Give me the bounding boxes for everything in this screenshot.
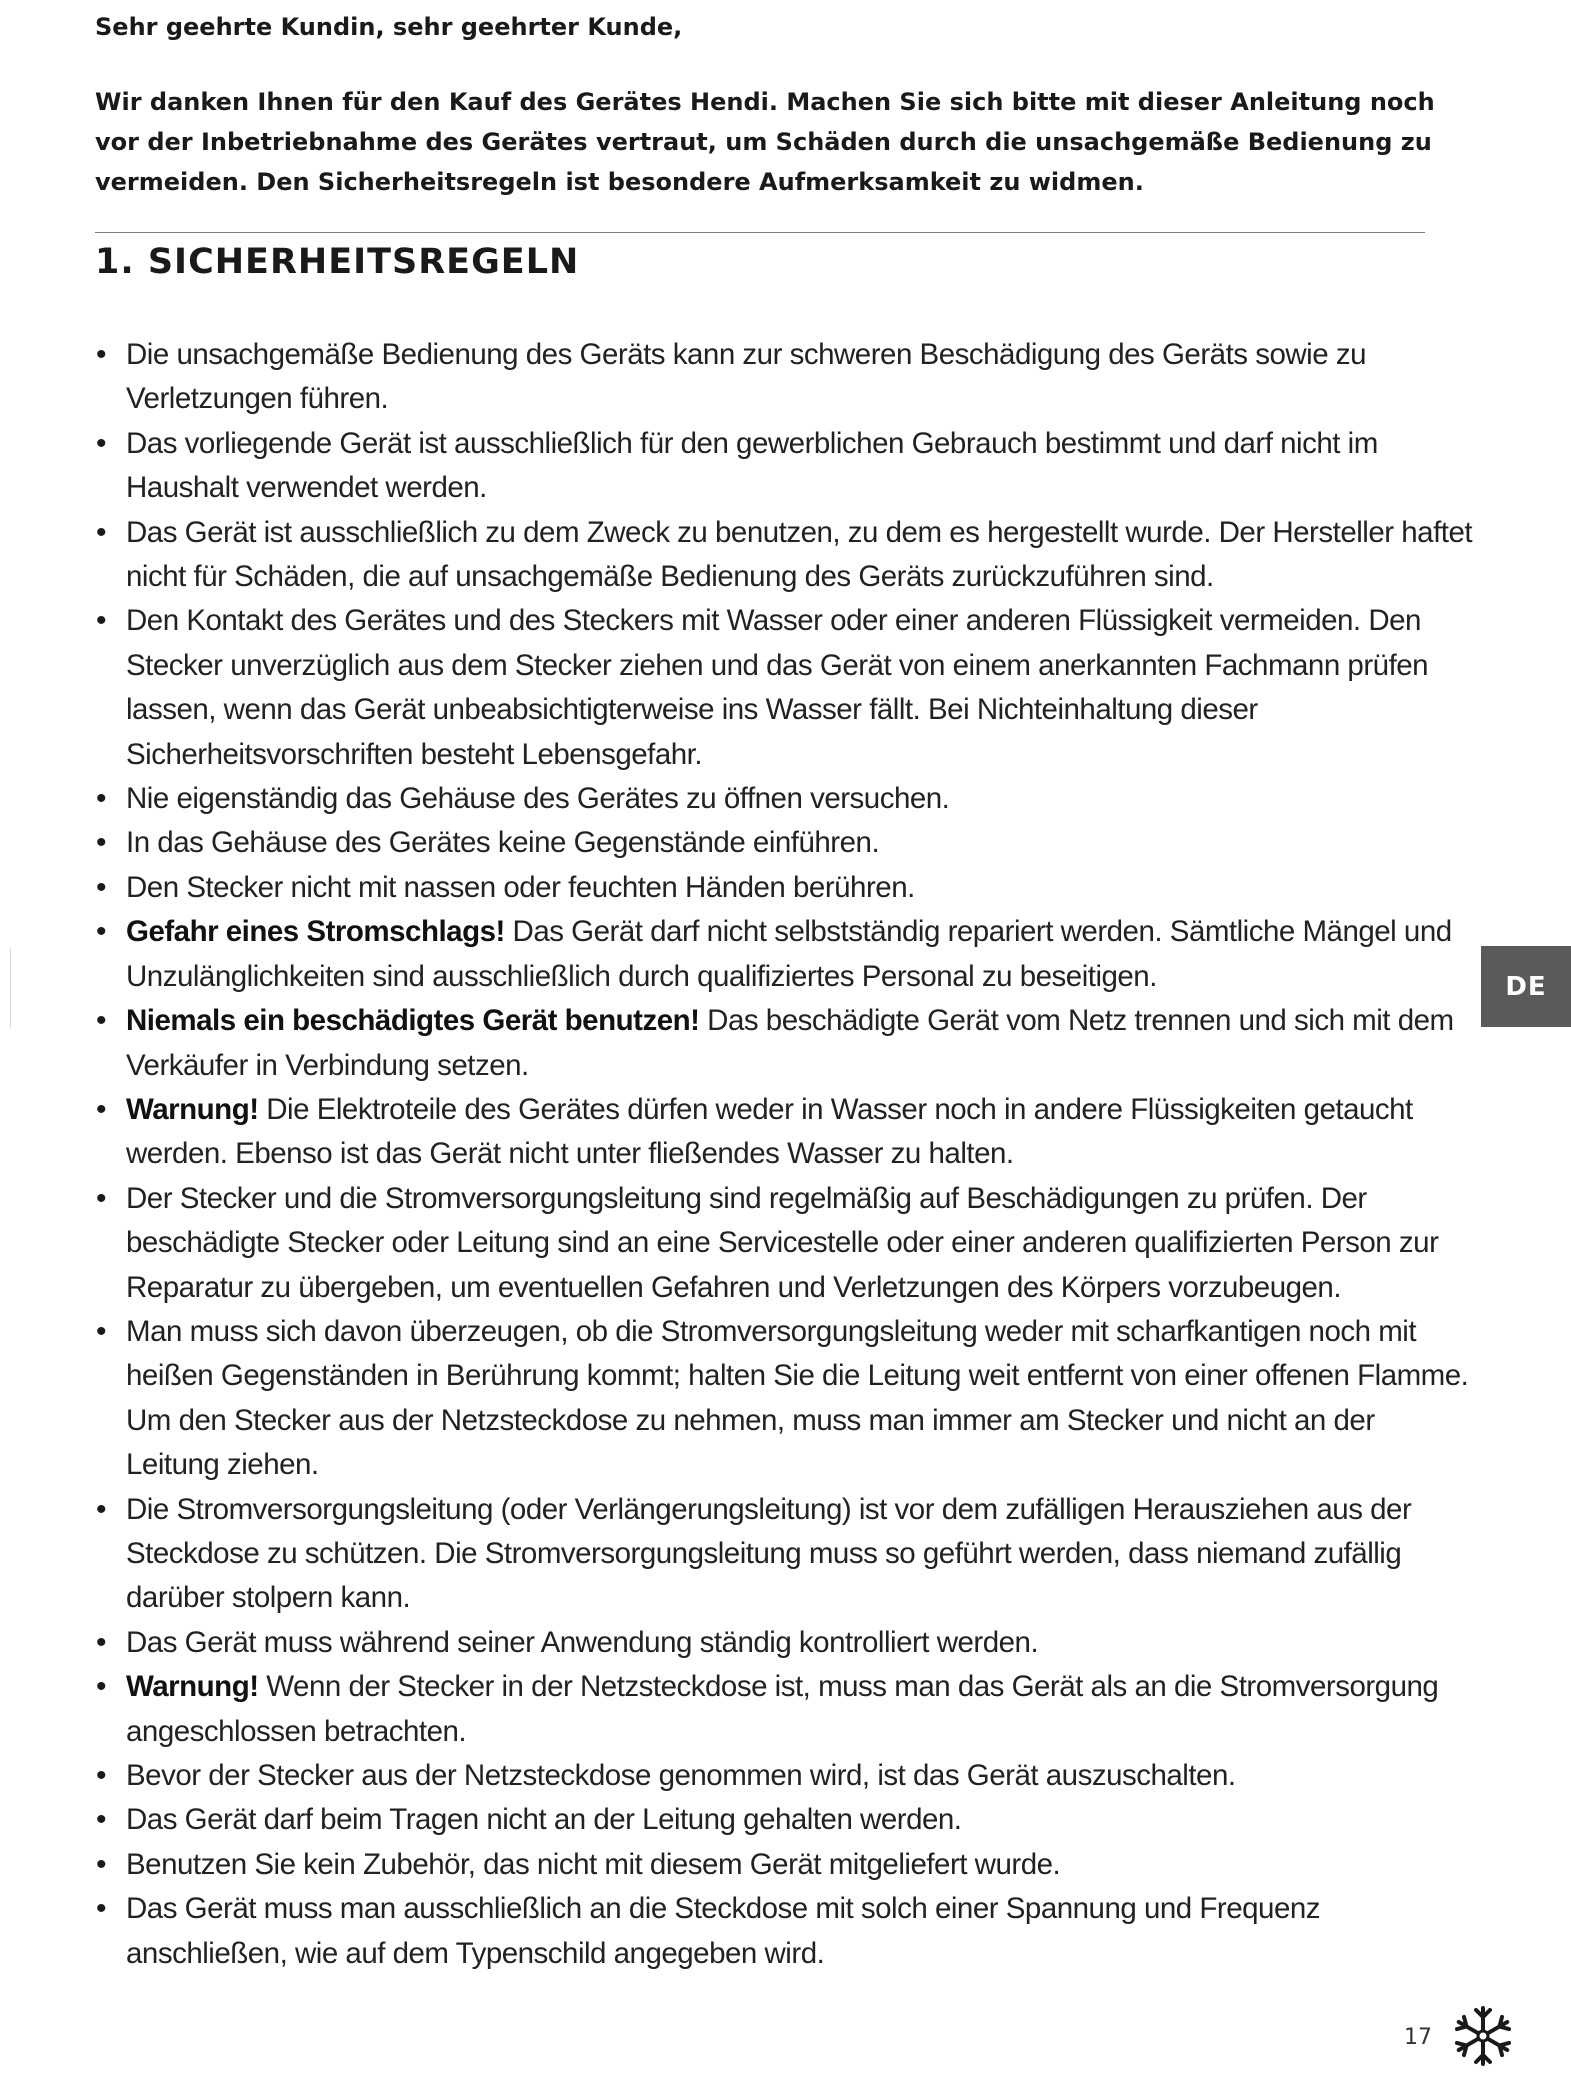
- rule-text: Bevor der Stecker aus der Netzsteckdose genommen wird, ist das Gerät auszuschalten.: [126, 1759, 1236, 1792]
- rule-text: Wenn der Stecker in der Netzsteckdose ist, muss man das Gerät als an die Stromversorgung angeschlossen betrachten.: [126, 1670, 1439, 1748]
- snowflake-icon: [1451, 2004, 1515, 2068]
- rule-text: Der Stecker und die Stromversorgungsleitung sind regelmäßig auf Beschädigungen zu prüfen. Der beschädigte Stecker oder Leitung sind an eine Servicestelle oder einer anderen qualifizierten Person zur Reparatur zu übergeben, um eventuellen Gefahren und Verletzungen des Körpers vorzubeugen.: [126, 1181, 1439, 1304]
- rule-text: Das Gerät muss während seiner Anwendung ständig kontrolliert werden.: [126, 1625, 1039, 1659]
- section-title: 1. SICHERHEITSREGELN: [95, 242, 580, 282]
- rule-text: Das Gerät muss man ausschließlich an die Steckdose mit solch einer Spannung und Frequenz anschließen, wie auf dem Typenschild angegeben wird.: [126, 1892, 1321, 1970]
- list-item: [95, 1177, 1475, 1310]
- language-label: DE: [1505, 971, 1547, 1002]
- list-item: [95, 1088, 1475, 1177]
- rule-text: Das Gerät darf nicht selbstständig repariert werden. Sämtliche Mängel und Unzulänglichkeiten sind ausschließlich durch qualifiziertes Personal zu beseitigen.: [126, 915, 1452, 993]
- list-item: [95, 777, 1475, 821]
- list-item: [95, 599, 1475, 777]
- page-number: 17: [1404, 2025, 1432, 2050]
- rule-text: In das Gehäuse des Gerätes keine Gegenstände einführen.: [126, 826, 880, 860]
- list-item: [95, 333, 1475, 422]
- greeting: Sehr geehrte Kundin, sehr geehrter Kunde,: [95, 13, 683, 41]
- rule-emphasis: Gefahr eines Stromschlags!: [126, 915, 505, 949]
- list-item: [95, 821, 1475, 865]
- list-item: [95, 1798, 1475, 1842]
- rule-text: Den Kontakt des Gerätes und des Steckers mit Wasser oder einer anderen Flüssigkeit vermeiden. Den Stecker unverzüglich aus dem Stecker ziehen und das Gerät von einem anerkannten Fachmann prüfen lassen, wenn das Gerät unbeabsichtigterweise ins Wasser fällt. Bei Nichteinhaltung dieser Sicherheitsvorschriften besteht Lebensgefahr.: [126, 604, 1429, 771]
- rule-text: Benutzen Sie kein Zubehör, das nicht mit diesem Gerät mitgeliefert wurde.: [126, 1847, 1061, 1881]
- rule-text: Das beschädigte Gerät vom Netz trennen und sich mit dem Verkäufer in Verbindung setzen.: [126, 1004, 1454, 1082]
- list-item: [95, 511, 1475, 600]
- list-item: [95, 422, 1475, 511]
- rule-text: Das Gerät ist ausschließlich zu dem Zweck zu benutzen, zu dem es hergestellt wurde. Der Hersteller haftet nicht für Schäden, die auf unsachgemäße Bedienung des Geräts zurückzuführen sind.: [126, 515, 1473, 594]
- list-item: [95, 1621, 1475, 1665]
- list-item: [95, 910, 1475, 999]
- list-item: [95, 1887, 1475, 1976]
- list-item: [95, 1665, 1475, 1754]
- rule-text: Den Stecker nicht mit nassen oder feuchten Händen berühren.: [126, 870, 915, 904]
- rule-text: Man muss sich davon überzeugen, ob die Stromversorgungsleitung weder mit scharfkantigen noch mit heißen Gegenständen in Berührung kommt; halten Sie die Leitung weit entfernt von einer offenen Flamme. Um den Stecker aus der Netzsteckdose zu nehmen, muss man immer am Stecker und nicht an der Leitung ziehen.: [126, 1314, 1469, 1482]
- section-divider: [95, 232, 1425, 233]
- list-item: [95, 1843, 1475, 1887]
- rule-text: Das Gerät darf beim Tragen nicht an der Leitung gehalten werden.: [126, 1803, 962, 1837]
- list-item: [95, 1754, 1475, 1798]
- intro-paragraph: Wir danken Ihnen für den Kauf des Gerätes Hendi. Machen Sie sich bitte mit dieser Anleitung noch vor der Inbetriebnahme des Gerätes vertraut, um Schäden durch die unsachgemäße Bedienung zu vermeiden. Den Sicherheitsregeln ist besondere Aufmerksamkeit zu widmen.: [95, 88, 1435, 196]
- list-item: [95, 999, 1475, 1088]
- rule-emphasis: Niemals ein beschädigtes Gerät benutzen!: [126, 1004, 700, 1038]
- rule-emphasis: Warnung!: [126, 1092, 259, 1126]
- margin-mark: [10, 948, 11, 1028]
- rule-text: Die unsachgemäße Bedienung des Geräts kann zur schweren Beschädigung des Geräts sowie zu Verletzungen führen.: [126, 338, 1366, 416]
- rule-emphasis: Warnung!: [126, 1670, 259, 1704]
- rule-text: Die Stromversorgungsleitung (oder Verlängerungsleitung) ist vor dem zufälligen Herausziehen aus der Steckdose zu schützen. Die Stromversorgungsleitung muss so geführt werden, dass niemand zufällig darüber stolpern kann.: [126, 1492, 1412, 1615]
- list-item: [95, 1310, 1475, 1488]
- rule-text: Die Elektroteile des Gerätes dürfen weder in Wasser noch in andere Flüssigkeiten getaucht werden. Ebenso ist das Gerät nicht unter fließendes Wasser zu halten.: [126, 1092, 1413, 1171]
- language-tab: [1481, 946, 1571, 1027]
- list-item: [95, 1488, 1475, 1621]
- safety-rules-list: [95, 333, 1475, 1976]
- rule-text: Das vorliegende Gerät ist ausschließlich für den gewerblichen Gebrauch bestimmt und darf nicht im Haushalt verwendet werden.: [126, 426, 1378, 505]
- rule-text: Nie eigenständig das Gehäuse des Gerätes zu öffnen versuchen.: [126, 782, 950, 816]
- list-item: [95, 866, 1475, 910]
